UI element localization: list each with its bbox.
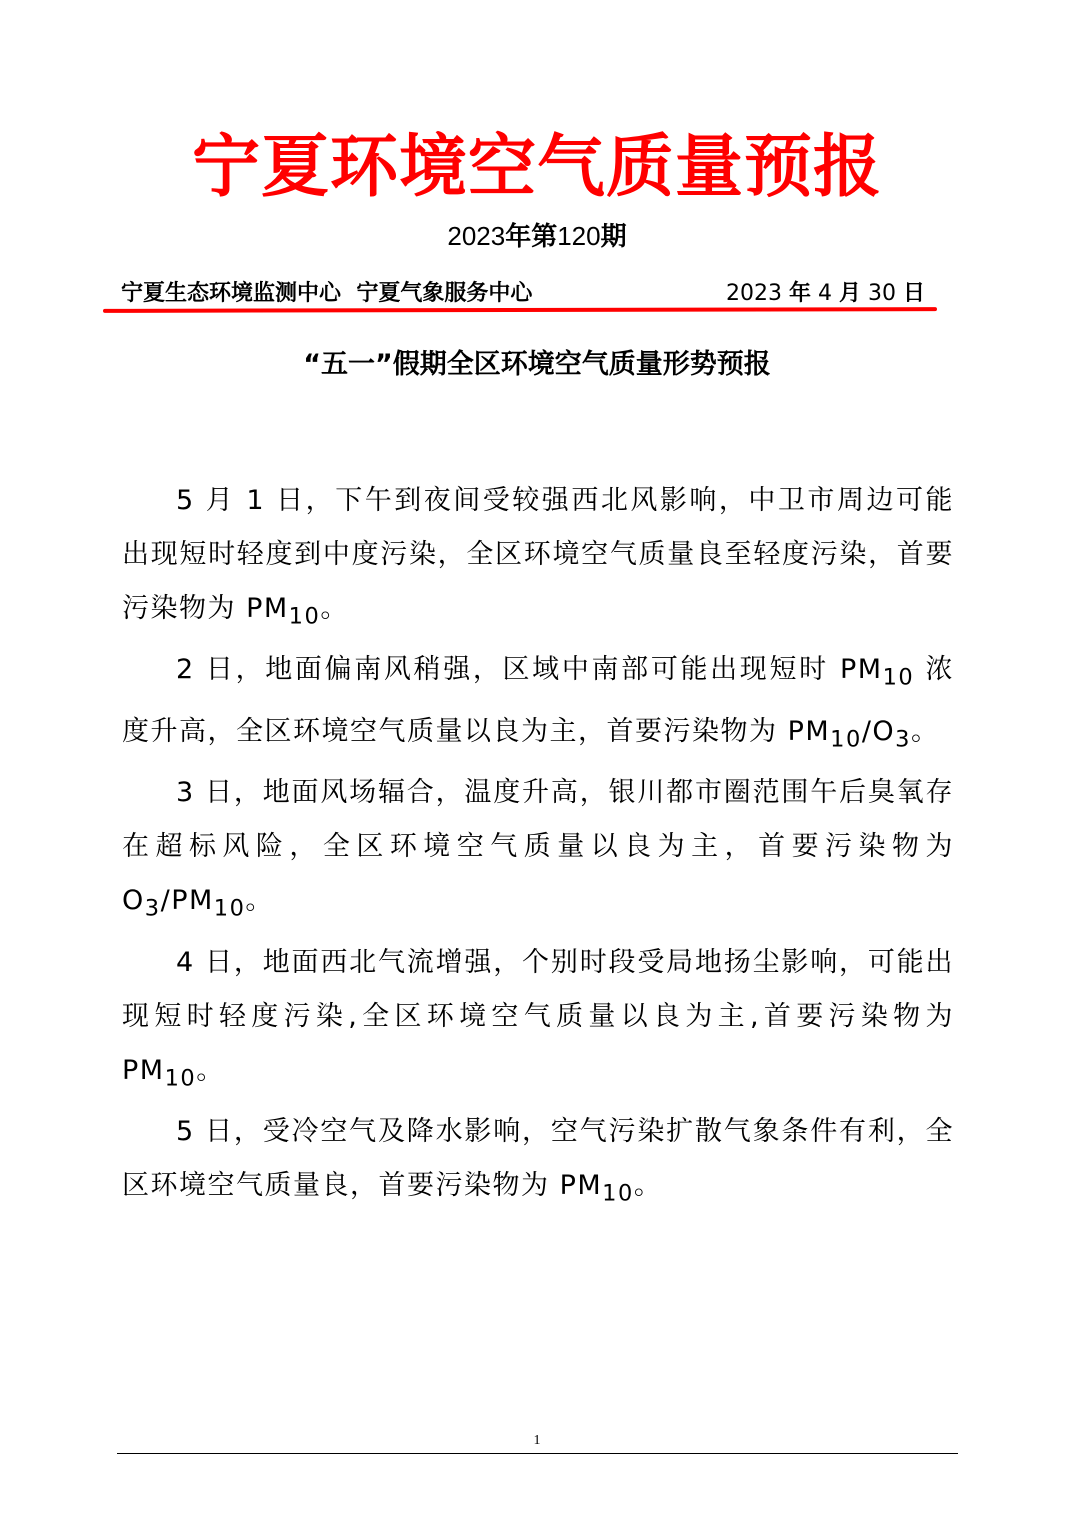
pm10-subscript: 10 — [288, 603, 321, 630]
forecast-day-4-end: 。 — [196, 1054, 225, 1086]
pm10-subscript: 10 — [164, 1064, 197, 1091]
date-year-suffix: 年 — [788, 281, 811, 306]
forecast-day-2-text-c: /O — [861, 715, 896, 747]
red-divider-line — [103, 307, 937, 313]
forecast-day-4 — [122, 936, 954, 1105]
pm10-subscript: 10 — [602, 1180, 634, 1207]
masthead-title: 宁夏环境空气质量预报 — [191, 128, 882, 207]
forecast-day-3-text: 3 日，地面风场辐合，温度升高，银川都市圈范围午后臭氧存在超标风险，全区环境空气质量以良为主，首要污染物为 O — [122, 777, 954, 917]
issue-year: 2023 — [447, 221, 506, 251]
forecast-day-1 — [122, 474, 954, 643]
footer-divider-line — [117, 1453, 958, 1454]
page-number: 1 — [533, 1433, 541, 1448]
o3-subscript: 3 — [895, 726, 911, 753]
forecast-day-3-end: 。 — [245, 885, 274, 917]
issue-num-suffix: 期 — [600, 222, 627, 252]
forecast-day-4-text: 4 日，地面西北气流增强，个别时段受局地扬尘影响，可能出现短时轻度污染,全区环境空气质量以良为主,首要污染物为 PM — [122, 946, 954, 1086]
date-day: 30 — [867, 281, 896, 306]
o3-subscript: 3 — [144, 895, 161, 922]
report-headline: “五一”假期全区环境空气质量形势预报 — [303, 349, 771, 380]
date-month-suffix: 月 — [838, 281, 861, 306]
issue-num: 120 — [557, 221, 601, 251]
issuer-row — [121, 278, 925, 310]
issue-date — [726, 278, 925, 310]
forecast-day-3 — [122, 766, 954, 935]
date-day-suffix: 日 — [902, 281, 925, 306]
report-body — [122, 474, 954, 1220]
forecast-day-2-end: 。 — [911, 715, 940, 747]
pm10-subscript: 10 — [882, 664, 915, 691]
date-year: 2023 — [725, 281, 782, 306]
forecast-day-1-end: 。 — [320, 593, 349, 624]
forecast-day-5-end: 。 — [633, 1169, 663, 1201]
issue-year-suffix: 年第 — [505, 222, 558, 252]
forecast-day-5 — [122, 1105, 954, 1220]
forecast-day-1-text: 5 月 1 日，下午到夜间受较强西北风影响，中卫市周边可能出现短时轻度到中度污染，全区环境空气质量良至轻度污染，首要污染物为 PM — [122, 485, 954, 624]
date-month: 4 — [817, 281, 832, 306]
issuer-organizations: 宁夏生态环境监测中心 宁夏气象服务中心 — [121, 281, 533, 306]
pm10-subscript: 10 — [213, 895, 246, 922]
issue-number — [0, 218, 1074, 255]
pm10-subscript: 10 — [830, 726, 862, 753]
forecast-day-2 — [122, 643, 954, 766]
forecast-day-3-text-b: /PM — [160, 885, 214, 917]
forecast-day-5-text: 5 日，受冷空气及降水影响，空气污染扩散气象条件有利，全区环境空气质量良，首要污染物为 PM — [122, 1115, 954, 1201]
forecast-day-2-text: 2 日，地面偏南风稍强，区域中南部可能出现短时 PM — [176, 654, 883, 686]
forecast-day-2-text-b: 浓度升高，全区环境空气质量以良为主，首要污染物为 PM — [122, 654, 954, 747]
